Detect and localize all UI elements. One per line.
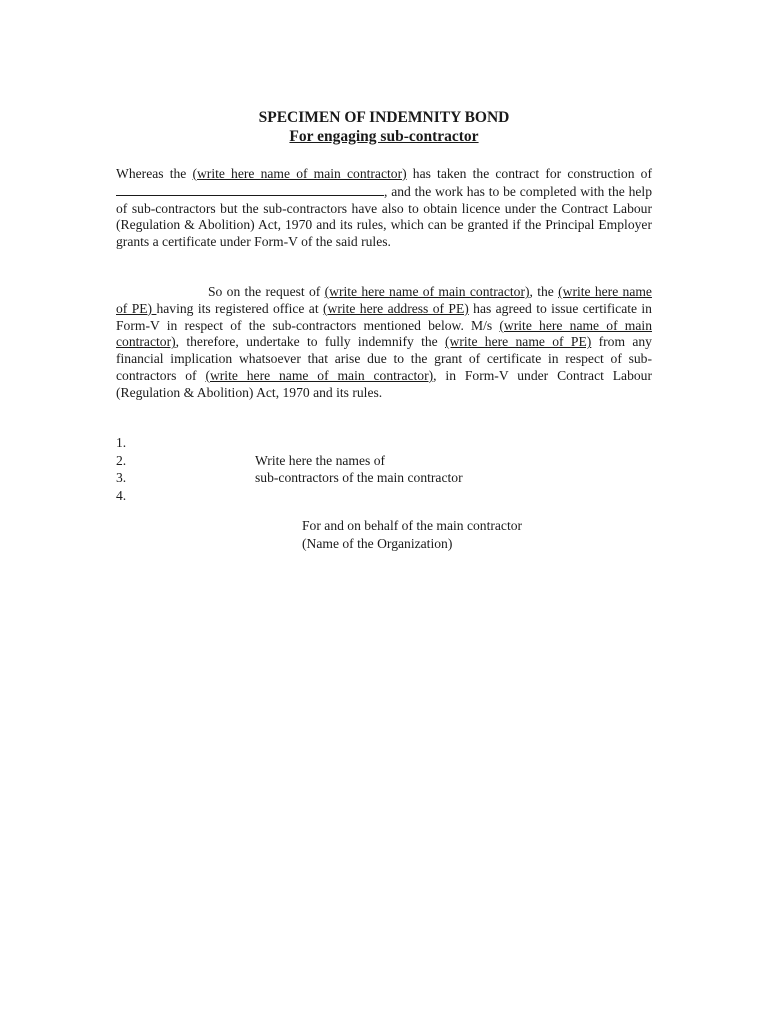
text-segment: has taken the contract for construction of (406, 166, 652, 181)
text-segment: Whereas the (116, 166, 193, 181)
list-number: 1. (116, 435, 127, 450)
paragraph-whereas (116, 166, 652, 251)
text-segment: , the (529, 284, 559, 299)
text-segment: having its registered office at (156, 300, 323, 316)
list-note-line: sub-contractors of the main contractor (255, 470, 463, 485)
blank-construction-line (116, 183, 384, 196)
signature-block (302, 517, 522, 552)
placeholder-main-contractor: (write here name of main contractor) (192, 166, 407, 181)
placeholder-main-contractor: (write here name of main contractor) (116, 317, 652, 350)
list-number: 2. (116, 452, 127, 468)
placeholder-main-contractor: (write here name of main contractor) (205, 367, 434, 383)
document-subtitle: For engaging sub-contractor (289, 128, 479, 145)
list-number: 3. (116, 470, 127, 485)
paragraph-request (116, 284, 652, 402)
text-segment: from any financial implication whatsoever that arise due to the grant of certificate in respect of sub-contractors of (116, 334, 652, 383)
signature-organization: (Name of the Organization) (302, 535, 453, 551)
text-segment: , and the work has to be completed with the help of sub-contractors but the sub-contractors have also to obtain licence under the Contract Labour (Regulation & Abolition) Act, 1970 and its rules, which can be granted if the Principal Employer grants a certificate under Form-V of the said rules. (116, 183, 652, 250)
list-note-line: Write here the names of (255, 452, 386, 468)
text-segment: , therefore, undertake to fully indemnify the (175, 334, 446, 350)
placeholder-pe-name: (write here name of PE) (445, 334, 592, 350)
text-segment: , in Form-V under Contract Labour (Regulation & Abolition) Act, 1970 and its rules. (116, 367, 652, 400)
document-title: SPECIMEN OF INDEMNITY BOND (258, 109, 510, 126)
signature-line: For and on behalf of the main contractor (302, 518, 523, 533)
subcontractor-list (116, 434, 126, 504)
text-segment: So on the request of (208, 284, 325, 299)
list-number: 4. (116, 487, 127, 503)
placeholder-pe-name: (write here name of PE) (116, 284, 652, 316)
placeholder-main-contractor: (write here name of main contractor) (324, 284, 530, 299)
placeholder-pe-address: (write here address of PE) (322, 300, 469, 316)
text-segment: has agreed to issue certificate in Form-V in respect of the sub-contractors mentioned below. M/s (116, 300, 652, 333)
subcontractor-list-note (255, 452, 463, 487)
